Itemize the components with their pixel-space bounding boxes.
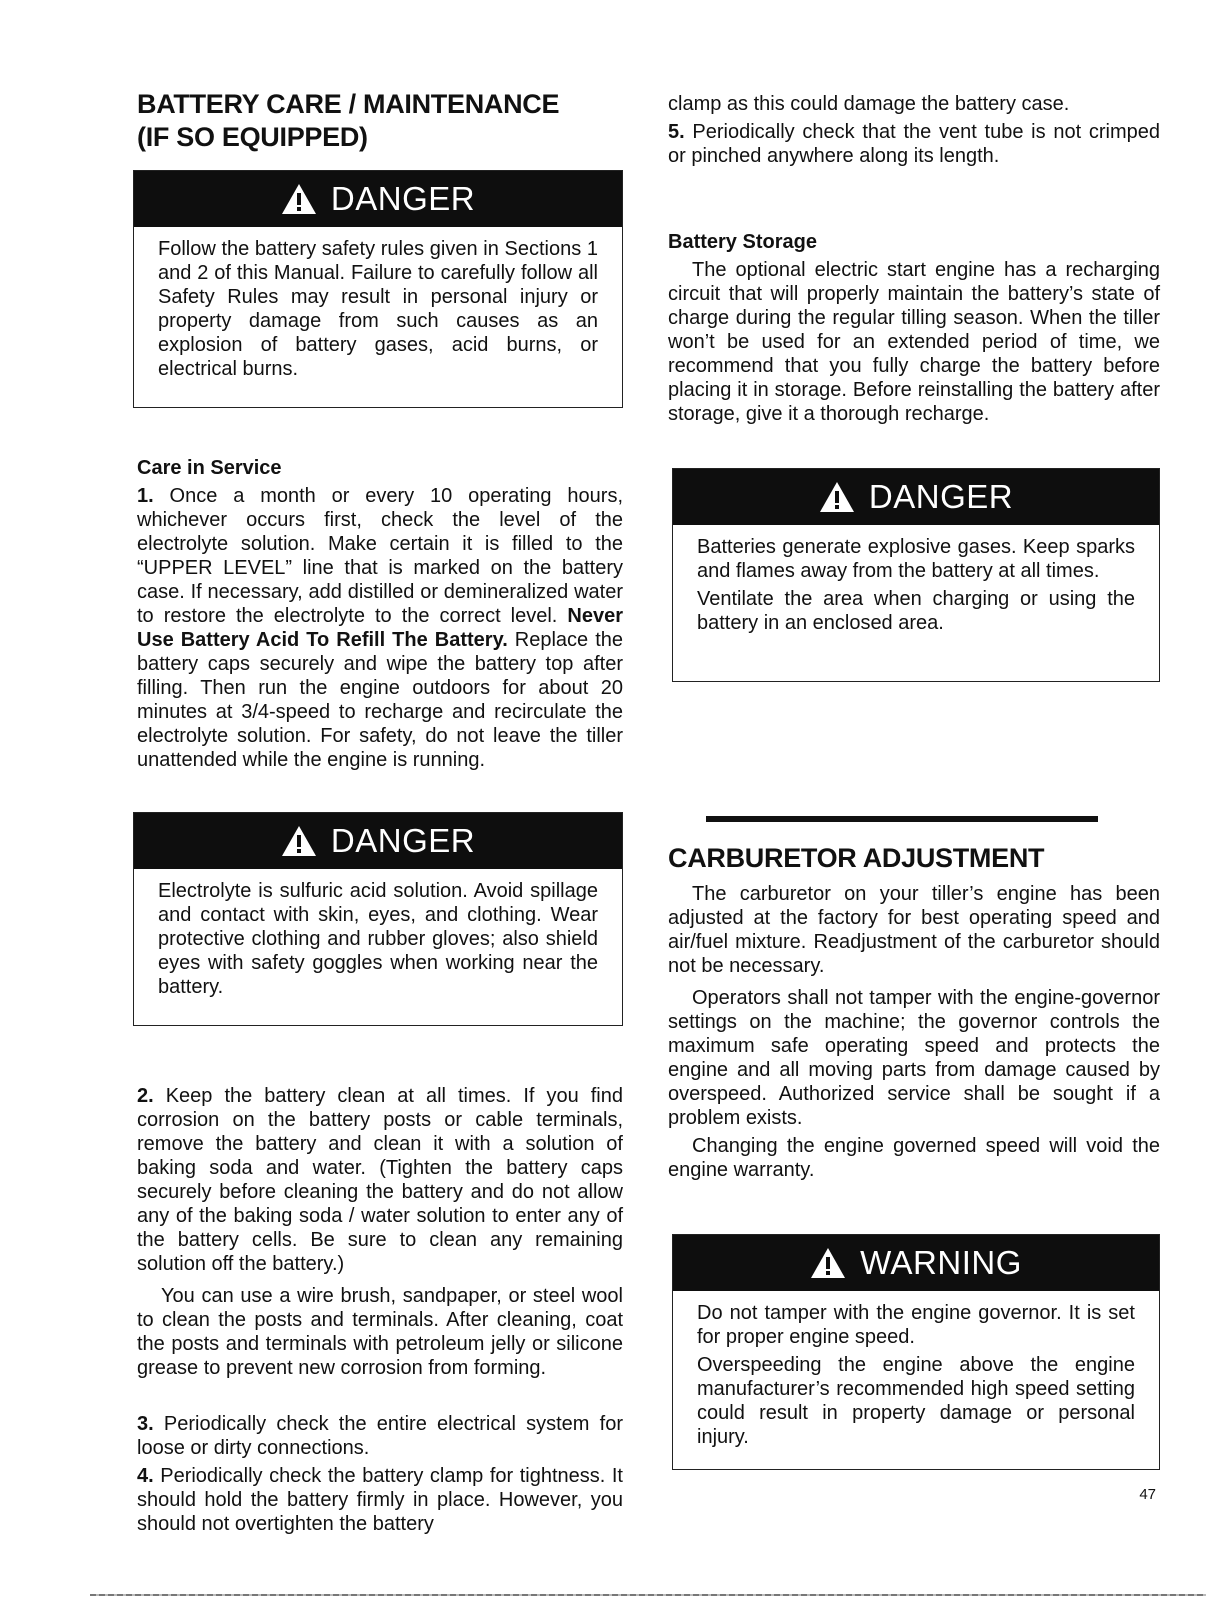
care-item-2-continued: You can use a wire brush, sandpaper, or steel wool to clean the posts and terminals. After cleaning, coat the posts and terminals with petroleum jelly or silicone grease to prevent new corrosion from forming. [137,1285,623,1379]
warning-text-1: Do not tamper with the engine governor. It is set for proper engine speed. [697,1302,1135,1348]
warning-header: WARNING [673,1235,1159,1291]
danger-text-1: Batteries generate explosive gases. Keep sparks and flames away from the battery at all times. [697,536,1135,582]
carburetor-paragraph-2: Operators shall not tamper with the engine-governor settings on the machine; the governor controls the maximum safe operating speed and protects the engine and all moving parts from damage caused by overspeed. Authorized service shall be sought if a problem exists. [668,987,1160,1129]
page-number: 47 [1139,1486,1156,1503]
scan-edge-line [90,1594,1206,1596]
danger-header: DANGER [134,813,622,869]
danger-box-electrolyte [133,812,623,1026]
danger-header: DANGER [134,171,622,227]
care-item-4-continued: clamp as this could damage the battery case. [668,93,1070,115]
danger-box-explosive-gases [672,468,1160,682]
care-item-4: 4. Periodically check the battery clamp for tightness. It should hold the battery firmly in place. However, you should not overtighten the battery [137,1465,623,1535]
danger-text-2: Ventilate the area when charging or using the battery in an enclosed area. [697,588,1135,634]
care-item-1: 1. Once a month or every 10 operating hours, whichever occurs first, check the level of the electrolyte solution. Make certain it is filled to the “UPPER LEVEL” line that is marked on the battery case. If necessary, add distilled or demineralized water to restore the electrolyte to the correct level. Never Use Battery Acid To Refill The Battery. Replace the battery caps securely and wipe the battery top after filling. Then run the engine outdoors for about 20 minutes at 3/4-speed to recharge and recirculate the electrolyte solution. For safety, do not leave the tiller unattended while the engine is running. [137,485,624,771]
care-item-3: 3. Periodically check the entire electrical system for loose or dirty connections. [137,1413,623,1459]
care-item-2: 2. Keep the battery clean at all times. If you find corrosion on the battery posts or cable terminals, remove the battery and clean it with a solution of baking soda and water. (Tighten the battery caps securely before cleaning the battery and do not allow any of the baking soda / water solution to enter any of the battery cells. Be sure to clean any remaining solution off the battery.) [137,1085,623,1275]
danger-text: Follow the battery safety rules given in Sections 1 and 2 of this Manual. Failure to carefully follow all Safety Rules may result in personal injury or property damage from such causes as an explosion of battery gases, acid burns, or electrical burns. [158,238,598,380]
danger-header: DANGER [673,469,1159,525]
warning-triangle-icon [281,183,317,215]
section-divider [706,816,1098,822]
care-in-service-heading: Care in Service [137,457,282,479]
warning-triangle-icon [810,1247,846,1279]
carburetor-paragraph-1: The carburetor on your tiller’s engine has been adjusted at the factory for best operating speed and air/fuel mixture. Readjustment of the carburetor should not be necessary. [668,883,1160,977]
section-title-carburetor: CARBURETOR ADJUSTMENT [668,843,1045,873]
carburetor-paragraph-3: Changing the engine governed speed will void the engine warranty. [668,1135,1160,1181]
warning-box-governor [672,1234,1160,1470]
danger-text: Electrolyte is sulfuric acid solution. Avoid spillage and contact with skin, eyes, and clothing. Wear protective clothing and rubber gloves; also shield eyes with safety goggles when working near the battery. [158,880,598,998]
care-item-5: 5. Periodically check that the vent tube is not crimped or pinched anywhere along its length. [668,121,1160,167]
warning-triangle-icon [281,825,317,857]
battery-storage-heading: Battery Storage [668,231,817,253]
battery-storage-text: The optional electric start engine has a recharging circuit that will properly maintain the battery’s state of charge during the regular tilling season. When the tiller won’t be used for an extended period of time, we recommend that you fully charge the battery before placing it in storage. Before reinstalling the battery after storage, give it a thorough recharge. [668,259,1160,425]
danger-box-safety-rules [133,170,623,408]
section-title-battery: BATTERY CARE / MAINTENANCE (IF SO EQUIPPED) [137,89,560,152]
warning-triangle-icon [819,481,855,513]
warning-text-2: Overspeeding the engine above the engine manufacturer’s recommended high speed setting could result in property damage or personal injury. [697,1354,1135,1448]
